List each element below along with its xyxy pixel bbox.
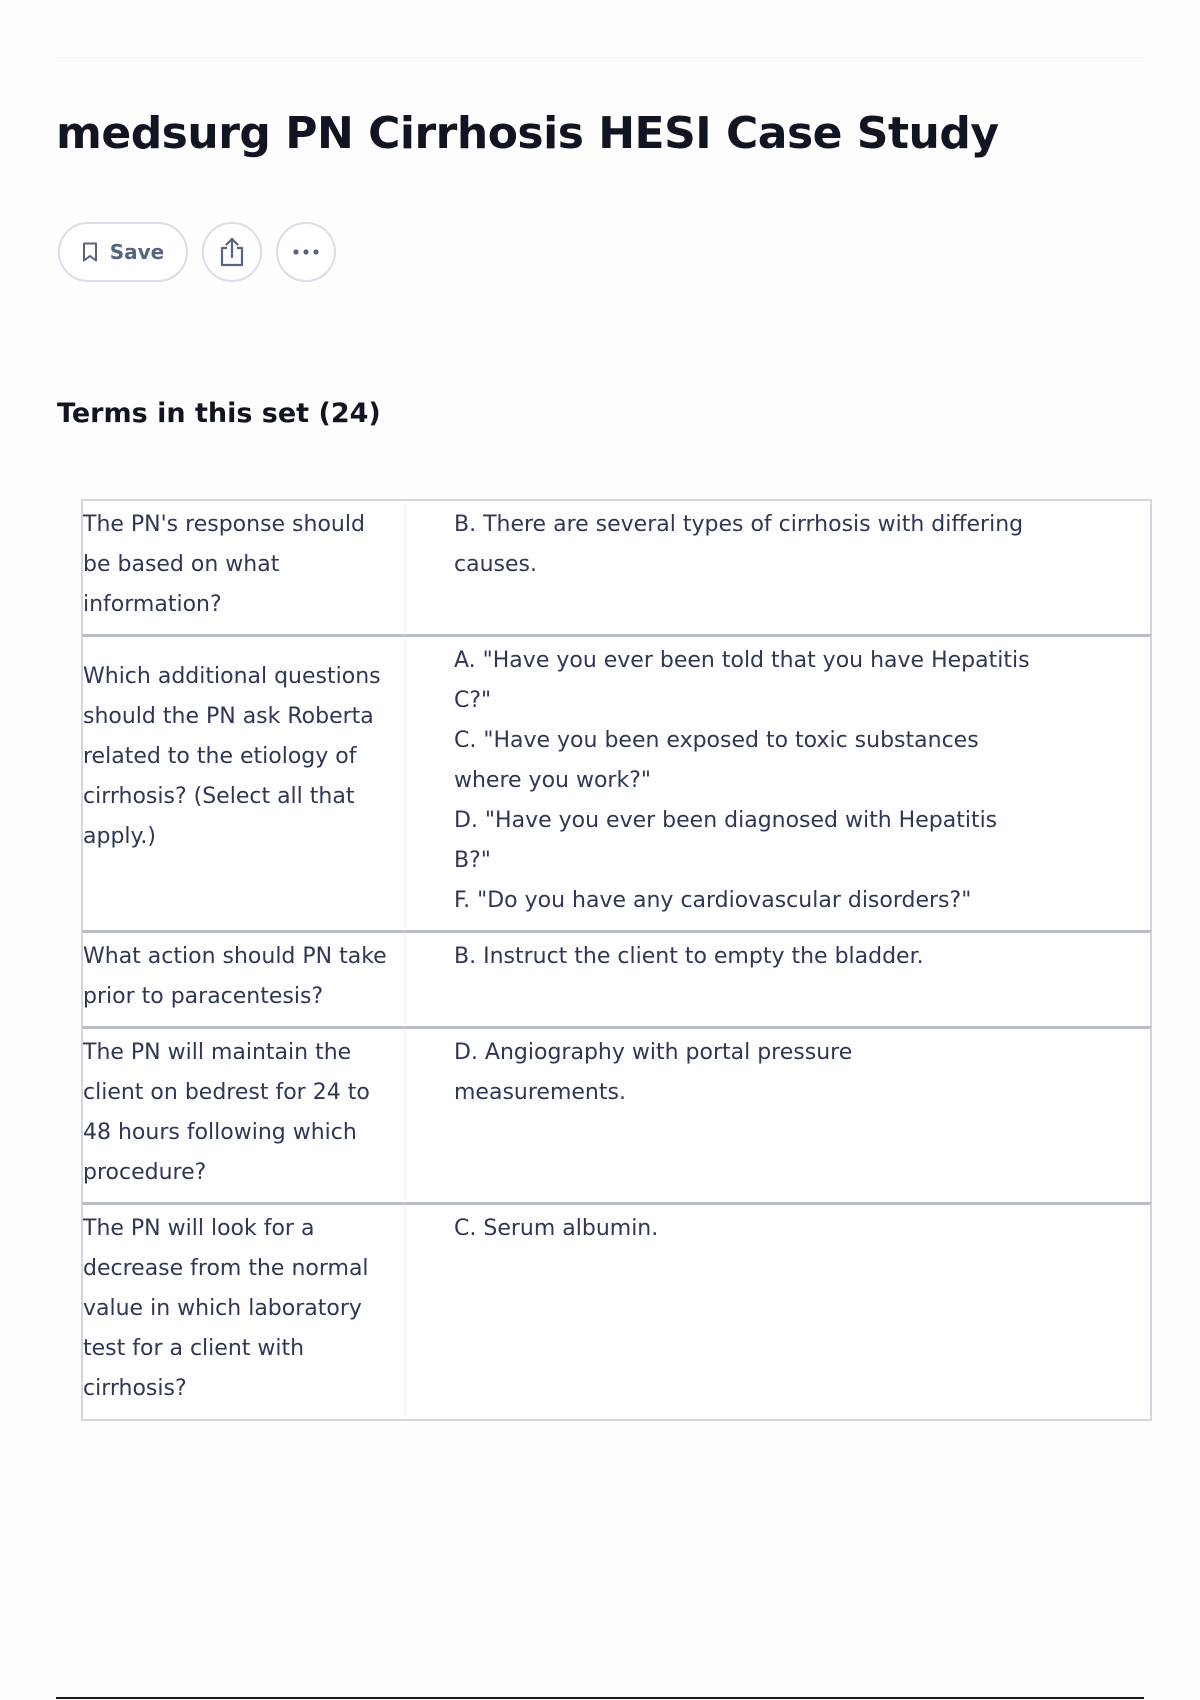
definition-line: B. There are several types of cirrhosis with differing causes.: [454, 512, 1024, 577]
term-text: What action should PN take prior to paracentesis?: [83, 933, 405, 1027]
more-options-button[interactable]: [276, 222, 336, 282]
save-button[interactable]: [58, 222, 188, 282]
share-button[interactable]: [202, 222, 262, 282]
term-text: Which additional questions should the PN ask Roberta related to the etiology of cirrhosis? (Select all that apply.): [83, 637, 405, 931]
terms-list: [81, 499, 1152, 1421]
terms-heading: Terms in this set (24): [57, 398, 381, 429]
definition-line: C. Serum albumin.: [454, 1216, 659, 1241]
term-text: The PN's response should be based on what information?: [83, 501, 405, 635]
term-definition: [405, 1029, 1150, 1203]
term-card[interactable]: [81, 634, 1152, 933]
definition-line: A. "Have you ever been told that you have Hepatitis C?": [454, 648, 1030, 713]
share-icon: [219, 237, 245, 267]
definition-line: F. "Do you have any cardiovascular disorders?": [454, 888, 972, 913]
definition-line: B. Instruct the client to empty the bladder.: [454, 944, 924, 969]
term-definition: [405, 933, 1150, 1027]
page-title: medsurg PN Cirrhosis HESI Case Study: [56, 108, 999, 159]
term-text: The PN will maintain the client on bedrest for 24 to 48 hours following which procedure?: [83, 1029, 405, 1203]
save-label: Save: [109, 240, 165, 264]
bottom-divider: [56, 1697, 1144, 1699]
definition-line: D. "Have you ever been diagnosed with Hepatitis B?": [454, 808, 998, 873]
term-text: The PN will look for a decrease from the normal value in which laboratory test for a client with cirrhosis?: [83, 1205, 405, 1419]
definition-line: D. Angiography with portal pressure measurements.: [454, 1040, 853, 1105]
definition-line: C. "Have you been exposed to toxic substances where you work?": [454, 728, 979, 793]
bookmark-icon: [82, 242, 98, 262]
term-card[interactable]: [81, 1026, 1152, 1205]
term-definition: [405, 1205, 1150, 1419]
term-card[interactable]: [81, 499, 1152, 637]
term-card[interactable]: [81, 1202, 1152, 1421]
action-bar: [58, 222, 336, 282]
more-horizontal-icon: [292, 248, 320, 256]
term-definition: [405, 637, 1150, 931]
top-divider: [56, 57, 1144, 58]
term-definition: [405, 501, 1150, 635]
term-card[interactable]: [81, 930, 1152, 1029]
